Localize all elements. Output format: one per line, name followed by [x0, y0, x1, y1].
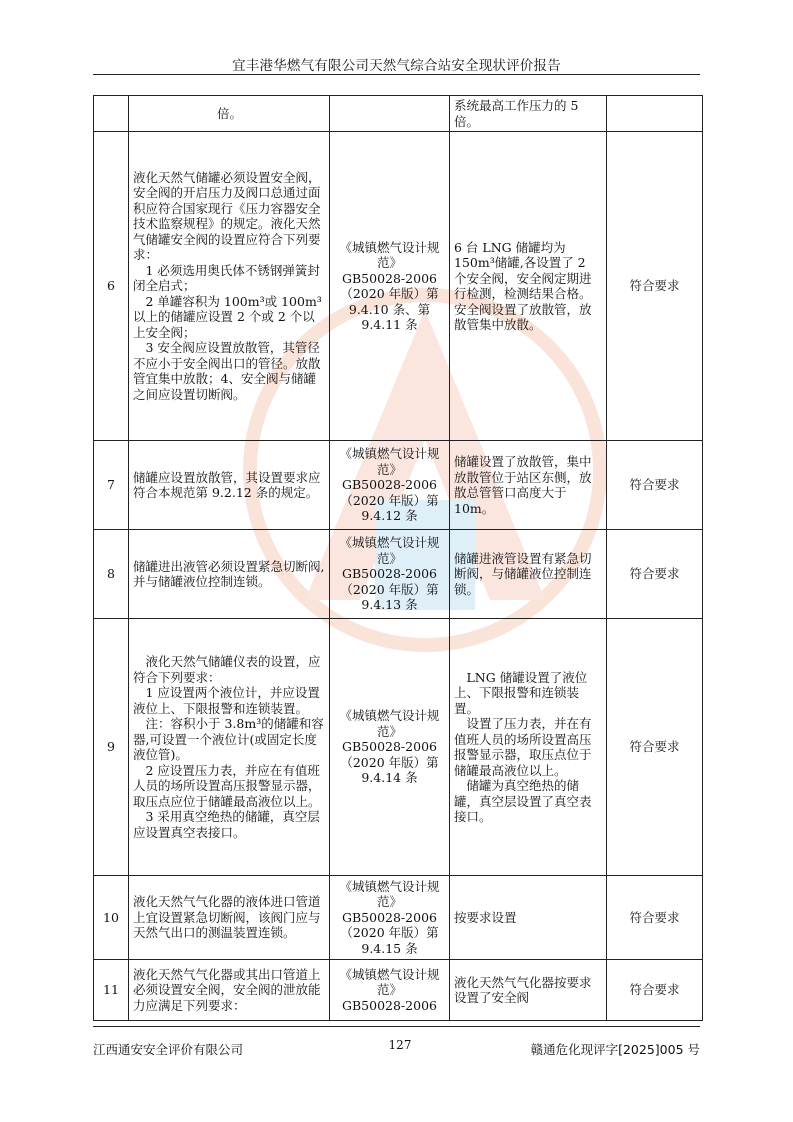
- fact-line: 液化天然气气化器按要求设置了安全阀: [454, 974, 592, 1005]
- table-row: [94, 132, 703, 441]
- page-header-title: 宜丰港华燃气有限公司天然气综合站安全现状评价报告: [232, 58, 561, 74]
- fact-line: 储罐为真空绝热的储罐，真空层设置了真空表接口。: [454, 778, 592, 824]
- fact-line: 储罐设置了放散管，集中放散管位于站区东侧，放散总管管口高度大于 10m。: [454, 454, 592, 516]
- row-number: 10: [94, 876, 129, 960]
- requirement-cell: [129, 530, 330, 619]
- basis-cell: [330, 132, 450, 441]
- requirement-cell: [129, 96, 330, 132]
- table-row: [94, 960, 703, 1021]
- requirement-line: 储罐应设置放散管，其设置要求应符合本规范第 9.2.12 条的规定。: [133, 469, 321, 500]
- basis-line: 《城镇燃气设计规范》: [339, 708, 440, 739]
- result-cell: 符合要求: [607, 441, 703, 530]
- basis-line: （2020 年版）第 9.4.14 条: [340, 754, 439, 786]
- basis-line: GB50028-2006: [342, 909, 437, 925]
- fact-cell: [450, 96, 607, 132]
- basis-cell: [330, 960, 450, 1021]
- footer-rule: [93, 1026, 700, 1027]
- table-row: [94, 619, 703, 876]
- requirement-line: 液化天然气气化器的液体进口管道上宜设置紧急切断阀，该阀门应与天然气出口的测温装置连锁。: [133, 894, 321, 941]
- requirement-line: 液化天然气储罐仪表的设置，应符合下列要求：: [133, 654, 321, 685]
- basis-line: GB50028-2006: [342, 739, 437, 755]
- table-row: [94, 96, 703, 132]
- row-number: [94, 96, 129, 132]
- basis-line: GB50028-2006: [342, 270, 437, 286]
- basis-cell: [330, 441, 450, 530]
- requirement-line: 液化天然气气化器或其出口管道上必须设置安全阀，安全阀的泄放能力应满足下列要求：: [133, 966, 321, 1013]
- fact-line: 储罐进液管设置有紧急切断阀，与储罐液位控制连锁。: [454, 550, 592, 597]
- footer-report-number: 赣通危化现评字[2025]005 号: [530, 1042, 700, 1057]
- requirement-line: 2 应设置压力表，并应在有值班人员的场所设置高压报警显示器，取压点应位于储罐最高液位以上。: [133, 762, 321, 809]
- fact-cell: [450, 619, 607, 876]
- fact-cell: [450, 132, 607, 441]
- basis-line: GB50028-2006: [342, 997, 437, 1013]
- requirement-cell: [129, 876, 330, 960]
- row-number: 7: [94, 441, 129, 530]
- header-rule: [93, 74, 700, 75]
- fact-line: 6 台 LNG 储罐均为 150m³储罐,各设置了 2 个安全阀，安全阀定期进行检测，检测结果合格。安全阀设置了放散管，放散管集中放散。: [454, 239, 592, 332]
- basis-cell: [330, 619, 450, 876]
- requirement-line: 液化天然气储罐必须设置安全阀，安全阀的开启压力及阀口总通过面积应符合国家现行《压力容器安全技术监察规程》的规定。液化天然气储罐安全阀的设置应符合下列要求：: [133, 169, 321, 263]
- fact-cell: [450, 960, 607, 1021]
- requirement-cell: [129, 619, 330, 876]
- result-cell: 符合要求: [607, 876, 703, 960]
- requirement-line: 2 单罐容积为 100m³或 100m³以上的储罐应设置 2 个或 2 个以上安全阀；: [133, 293, 322, 340]
- basis-line: GB50028-2006: [342, 477, 437, 493]
- footer-company: 江西通安安全评价有限公司: [93, 1042, 244, 1057]
- requirement-line: 注：容积小于 3.8m³的储罐和容器,可设置一个液位计(或固定长度液位管)。: [133, 716, 324, 762]
- table-row: [94, 876, 703, 960]
- basis-line: 《城镇燃气设计规范》: [339, 446, 440, 477]
- fact-line: 系统最高工作压力的 5 倍。: [454, 98, 579, 129]
- row-number: 8: [94, 530, 129, 619]
- page-number: 127: [388, 1038, 412, 1052]
- table-row: [94, 530, 703, 619]
- fact-line: 设置了压力表，并在有值班人员的场所设置高压报警显示器，取压点位于储罐最高液位以上。: [454, 716, 592, 778]
- basis-line: （2020 年版）第 9.4.13 条: [340, 581, 439, 613]
- requirement-cell: [129, 132, 330, 441]
- basis-cell: [330, 530, 450, 619]
- result-cell: [607, 96, 703, 132]
- requirement-line: 倍。: [217, 105, 243, 121]
- fact-line: LNG 储罐设置了液位上、下限报警和连锁装置。: [454, 669, 588, 716]
- fact-cell: [450, 530, 607, 619]
- requirement-cell: [129, 960, 330, 1021]
- requirement-cell: [129, 441, 330, 530]
- basis-line: GB50028-2006: [342, 566, 437, 582]
- basis-line: （2020 年版）第 9.4.12 条: [340, 492, 439, 524]
- result-cell: 符合要求: [607, 530, 703, 619]
- requirement-line: 1 必须选用奥氏体不锈钢弹簧封闭全启式；: [133, 262, 320, 294]
- requirement-line: 储罐进出液管必须设置紧急切断阀,并与储罐液位控制连锁。: [133, 558, 325, 589]
- row-number: 9: [94, 619, 129, 876]
- basis-line: （2020 年版）第 9.4.15 条: [340, 925, 439, 956]
- table-row: [94, 441, 703, 530]
- evaluation-table: [93, 95, 703, 1021]
- result-cell: 符合要求: [607, 960, 703, 1021]
- basis-line: 《城镇燃气设计规范》: [339, 878, 440, 910]
- fact-cell: [450, 876, 607, 960]
- basis-line: 《城镇燃气设计规范》: [339, 966, 440, 998]
- basis-line: 《城镇燃气设计规范》: [339, 535, 440, 566]
- fact-line: 按要求设置: [454, 909, 517, 925]
- requirement-line: 3 安全阀应设置放散管，其管径不应小于安全阀出口的管径。放散管宜集中放散；4、安全阀与储罐之间应设置切断阀。: [133, 340, 321, 402]
- requirement-line: 3 采用真空绝热的储罐，真空层应设置真空表接口。: [133, 809, 320, 840]
- result-cell: 符合要求: [607, 132, 703, 441]
- basis-line: 《城镇燃气设计规范》: [339, 239, 440, 270]
- fact-cell: [450, 441, 607, 530]
- result-cell: 符合要求: [607, 619, 703, 876]
- basis-line: （2020 年版）第 9.4.10 条、第 9.4.11 条: [340, 286, 439, 332]
- row-number: 11: [94, 960, 129, 1021]
- basis-cell: [330, 96, 450, 132]
- row-number: 6: [94, 132, 129, 441]
- requirement-line: 1 应设置两个液位计，并应设置液位上、下限报警和连锁装置。: [133, 685, 320, 716]
- basis-cell: [330, 876, 450, 960]
